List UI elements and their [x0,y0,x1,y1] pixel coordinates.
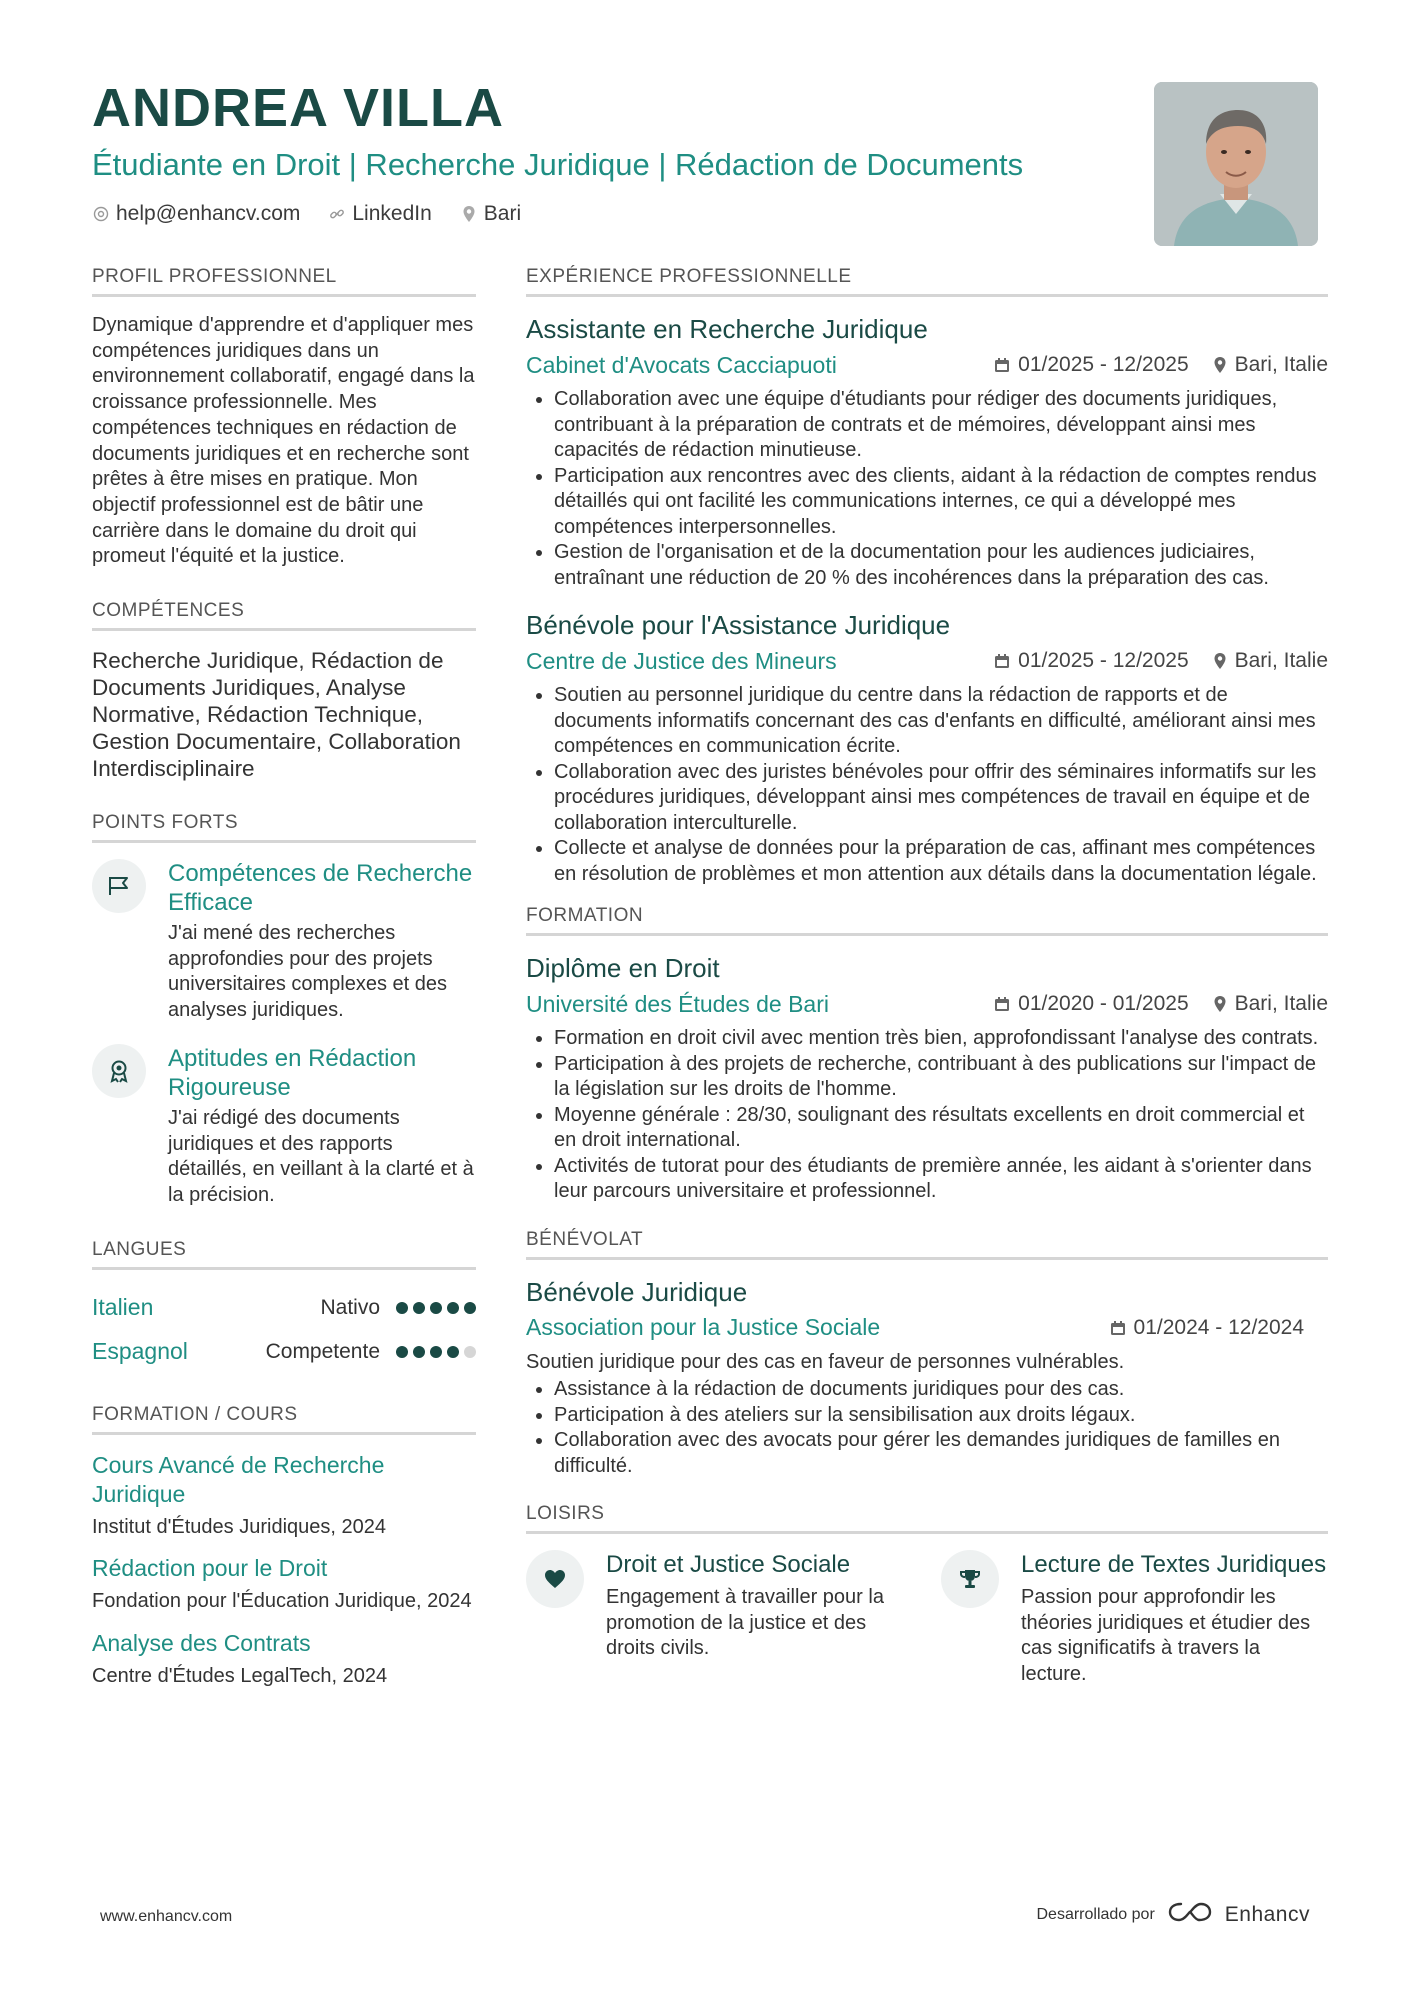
job-bullet: • Collecte et analyse de données pour la préparation de cas, affinant mes compétences en résolution de problèmes et mon attention aux détails dans la documentation légale. [554,836,1328,887]
job-bullet: • Participation aux rencontres avec des clients, aidant à la rédaction de comptes rendus détaillés qui ont facilité les communications internes, ce qui a développé mes compétences interpersonnelles. [554,464,1328,541]
award-icon [92,1044,146,1098]
strengths-heading: POINTS FORTS [92,812,476,843]
course-title: Cours Avancé de Recherche Juridique [92,1451,385,1507]
job-dates-text: 01/2025 - 12/2025 [1018,353,1189,376]
course-title: Rédaction pour le Droit [92,1555,328,1582]
hobby-item [526,1550,913,1688]
strengths-section [92,812,476,1209]
education-bullets [526,1026,1328,1205]
enhancv-logo-icon [1167,1900,1213,1929]
volunteer-entry [526,1276,1328,1480]
volunteer-dates [1110,1316,1304,1340]
contact-list [92,202,1122,226]
heart-icon [526,1550,584,1608]
course-institution: Centre d'Études LegalTech, 2024 [92,1664,388,1687]
language-item [92,1286,476,1330]
hobby-desc: Engagement à travailler pour la promotion de la justice et des droits civils. [606,1586,884,1660]
rating-dot [464,1346,476,1358]
hobbies-list [526,1550,1328,1688]
location-pin-icon [1213,995,1227,1013]
education-dates-text: 01/2020 - 01/2025 [1018,992,1189,1015]
rating-dot [447,1346,459,1358]
education-section [526,905,1328,1205]
job-company: Cabinet d'Avocats Cacciapuoti [526,351,837,378]
location-text: Bari [483,202,522,225]
candidate-name: ANDREA VILLA [92,78,504,138]
job-title: Bénévole pour l'Assistance Juridique [526,610,951,640]
language-rating [396,1302,476,1314]
link-icon [328,205,346,223]
education-meta [526,988,1328,1020]
volunteer-bullet: • Participation à des ateliers sur la sensibilisation aux droits légaux. [554,1403,1328,1429]
trophy-icon [941,1550,999,1608]
right-column [526,266,1328,1718]
profile-section [92,266,476,570]
calendar-icon [994,996,1010,1012]
calendar-icon [994,357,1010,373]
volunteer-title: Bénévole Juridique [526,1276,748,1307]
strength-item [92,859,476,1024]
contact-location [460,202,521,226]
experience-heading: EXPÉRIENCE PROFESSIONNELLE [526,266,1328,297]
courses-heading: FORMATION / COURS [92,1404,476,1435]
linkedin-text: LinkedIn [352,202,432,225]
location-pin-icon [1213,356,1227,374]
job-title: Assistante en Recherche Juridique [526,314,928,344]
degree-title: Diplôme en Droit [526,953,720,983]
skills-text: Recherche Juridique, Rédaction de Documents Juridiques, Analyse Normative, Rédaction Technique, Gestion Documentaire, Collaboration Interdisciplinaire [92,648,461,782]
education-bullet: • Activités de tutorat pour des étudiants de première année, les aidant à s'orienter dans leur parcours universitaire et professionnel. [554,1154,1328,1205]
course-item [92,1451,476,1541]
hobbies-heading: LOISIRS [526,1503,1328,1534]
rating-dot [413,1346,425,1358]
footer-branding [1036,1900,1310,1929]
job-entry [526,313,1328,591]
volunteer-bullet: • Assistance à la rédaction de documents juridiques pour des cas. [554,1377,1328,1403]
education-location-text: Bari, Italie [1234,992,1328,1015]
left-column [92,266,476,1719]
rating-dot [447,1302,459,1314]
job-meta [526,349,1328,381]
hobby-title: Droit et Justice Sociale [606,1551,851,1578]
education-bullet: • Participation à des projets de recherche, contribuant à des publications sur l'impact de la législation sur les droits de l'homme. [554,1052,1328,1103]
powered-by-text: Desarrollado por [1036,1905,1155,1923]
volunteer-summary: Soutien juridique pour des cas en faveur de personnes vulnérables. [526,1350,1125,1373]
calendar-icon [994,653,1010,669]
rating-dot [396,1346,408,1358]
profile-heading: PROFIL PROFESSIONNEL [92,266,476,297]
courses-section [92,1404,476,1690]
contact-linkedin[interactable] [328,202,431,226]
strength-desc: J'ai rédigé des documents juridiques et des rapports détaillés, en veillant à la clarté et à la précision. [168,1106,474,1206]
hobby-title: Lecture de Textes Juridiques [1021,1551,1327,1578]
education-bullet: • Formation en droit civil avec mention très bien, approfondissant l'analyse des contrats. [554,1026,1328,1052]
at-icon [92,205,110,223]
job-bullet: • Gestion de l'organisation et de la documentation pour les audiences judiciaires, entraînant une réduction de 20 % des incohérences dans la préparation des cas. [554,540,1328,591]
volunteer-section [526,1229,1328,1480]
job-bullets [526,387,1328,591]
job-meta [526,645,1328,677]
job-dates [994,353,1188,377]
course-item [92,1629,476,1690]
tagline: Étudiante en Droit | Recherche Juridique | Rédaction de Documents [92,147,1024,182]
education-location [1213,992,1328,1016]
school-name: Université des Études de Bari [526,990,829,1017]
rating-dot [464,1302,476,1314]
volunteer-org: Association pour la Justice Sociale [526,1314,881,1340]
job-bullet: • Soutien au personnel juridique du centre dans la rédaction de rapports et de documents informatifs concernant des cas d'enfants en difficulté, améliorant ainsi mes compétences en communication écrite. [554,683,1328,760]
language-rating [396,1346,476,1358]
skills-section [92,600,476,782]
job-location-text: Bari, Italie [1234,649,1328,672]
experience-section [526,266,1328,887]
rating-dot [430,1346,442,1358]
job-bullet: • Collaboration avec des juristes bénévoles pour offrir des séminaires informatifs sur les procédures juridiques, développant ainsi mes compétences de travail en équipe et de collaboration interculturelle. [554,760,1328,837]
job-location-text: Bari, Italie [1234,353,1328,376]
strength-item [92,1044,476,1209]
job-bullet: • Collaboration avec une équipe d'étudiants pour rédiger des documents juridiques, contribuant à la préparation de contrats et de mémoires, développant ainsi mes capacités de rédaction minutieuse. [554,387,1328,464]
rating-dot [396,1302,408,1314]
profile-photo [1154,82,1318,246]
email-text: help@enhancv.com [116,202,301,225]
education-entry [526,952,1328,1205]
profile-text: Dynamique d'apprendre et d'appliquer mes compétences juridiques dans un environnement collaboratif, engagé dans la croissance professionnelle. Mes compétences techniques en rédaction de documents juridiques et en recherche sont prêtes à être mises en pratique. Mon objectif professionnel est de bâtir une carrière dans le domaine du droit qui promeut l'équité et la justice. [92,314,475,568]
education-dates [994,992,1188,1016]
hobby-item [941,1550,1328,1688]
volunteer-bullets [526,1377,1328,1479]
education-bullet: • Moyenne générale : 28/30, soulignant des résultats excellents en droit commercial et en droit international. [554,1103,1328,1154]
strength-title: Compétences de Recherche Efficace [168,860,473,917]
calendar-icon [1110,1320,1126,1336]
course-item [92,1554,476,1615]
volunteer-heading: BÉNÉVOLAT [526,1229,1328,1260]
contact-email[interactable] [92,202,300,226]
hobbies-section [526,1503,1328,1688]
course-institution: Institut d'Études Juridiques, 2024 [92,1515,387,1538]
language-name: Espagnol [92,1338,188,1365]
job-dates-text: 01/2025 - 12/2025 [1018,649,1189,672]
location-pin-icon [1213,652,1227,670]
volunteer-dates-text: 01/2024 - 12/2024 [1133,1315,1304,1339]
job-dates [994,649,1188,673]
job-entry [526,609,1328,887]
job-location [1213,649,1328,673]
strength-title: Aptitudes en Rédaction Rigoureuse [168,1044,417,1101]
language-name: Italien [92,1294,154,1321]
job-bullets [526,683,1328,887]
skills-heading: COMPÉTENCES [92,600,476,631]
hobby-desc: Passion pour approfondir les théories juridiques et étudier des cas significatifs à travers la lecture. [1021,1586,1311,1686]
strength-desc: J'ai mené des recherches approfondies pour des projets universitaires complexes et des analyses juridiques. [168,922,448,1022]
rating-dot [413,1302,425,1314]
header [92,78,1122,226]
brand-name: Enhancv [1224,1902,1310,1926]
volunteer-meta [526,1312,1328,1344]
education-heading: FORMATION [526,905,1328,936]
language-level: Competente [265,1339,380,1363]
languages-section [92,1239,476,1374]
course-title: Analyse des Contrats [92,1629,311,1656]
course-institution: Fondation pour l'Éducation Juridique, 2024 [92,1590,472,1613]
language-level: Nativo [320,1295,380,1319]
job-company: Centre de Justice des Mineurs [526,647,837,674]
job-location [1213,353,1328,377]
language-item [92,1330,476,1374]
location-pin-icon [460,205,478,223]
footer-website[interactable]: www.enhancv.com [100,1908,233,1925]
flag-icon [92,859,146,913]
volunteer-bullet: • Collaboration avec des avocats pour gérer les demandes juridiques de familles en difficulté. [554,1428,1328,1479]
languages-heading: LANGUES [92,1239,476,1270]
rating-dot [430,1302,442,1314]
